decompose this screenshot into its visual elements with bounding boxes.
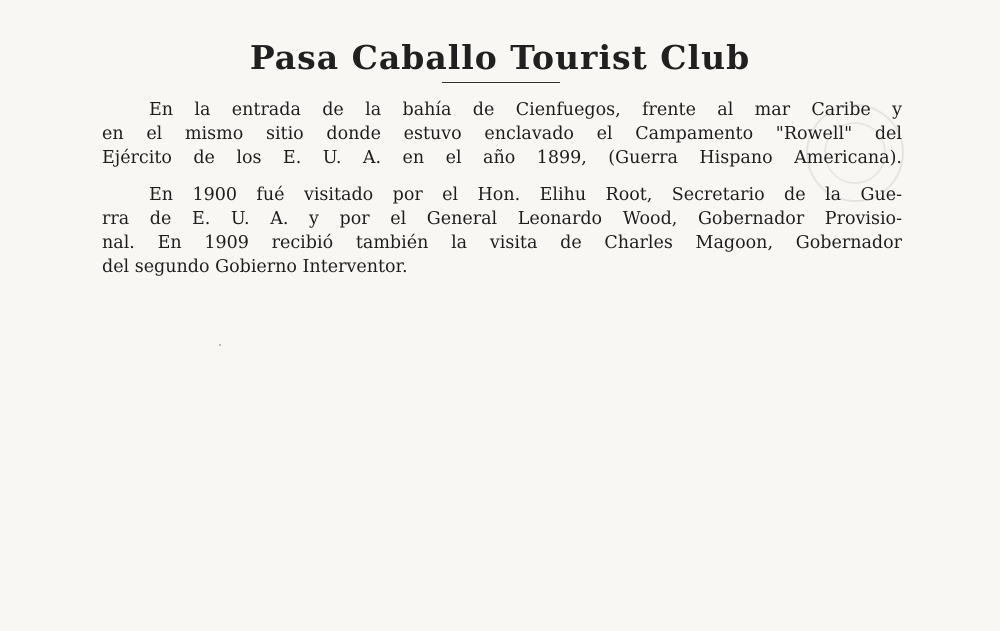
paragraph-line: nal. En 1909 recibió también la visita de Charles Magoon, Gobernador <box>102 233 902 253</box>
title-underline <box>442 82 560 83</box>
paragraph-line: Ejército de los E. U. A. en el año 1899, (Guerra Hispano Americana). <box>102 148 902 168</box>
paragraph-history <box>102 98 902 170</box>
paragraph-line: en el mismo sitio donde estuvo enclavado el Campamento "Rowell" del <box>102 124 902 144</box>
paragraph-visits <box>102 183 902 279</box>
club-title: Pasa Caballo Tourist Club <box>249 38 751 77</box>
paragraph-line: En 1900 fué visitado por el Hon. Elihu Root, Secretario de la Gue- <box>149 185 902 205</box>
paragraph-line: rra de E. U. A. y por el General Leonardo Wood, Gobernador Provisio- <box>102 209 902 229</box>
paragraph-line: En la entrada de la bahía de Cienfuegos, frente al mar Caribe y <box>149 100 902 120</box>
paper-speck <box>219 344 221 346</box>
paragraph-line: del segundo Gobierno Interventor. <box>102 257 408 277</box>
